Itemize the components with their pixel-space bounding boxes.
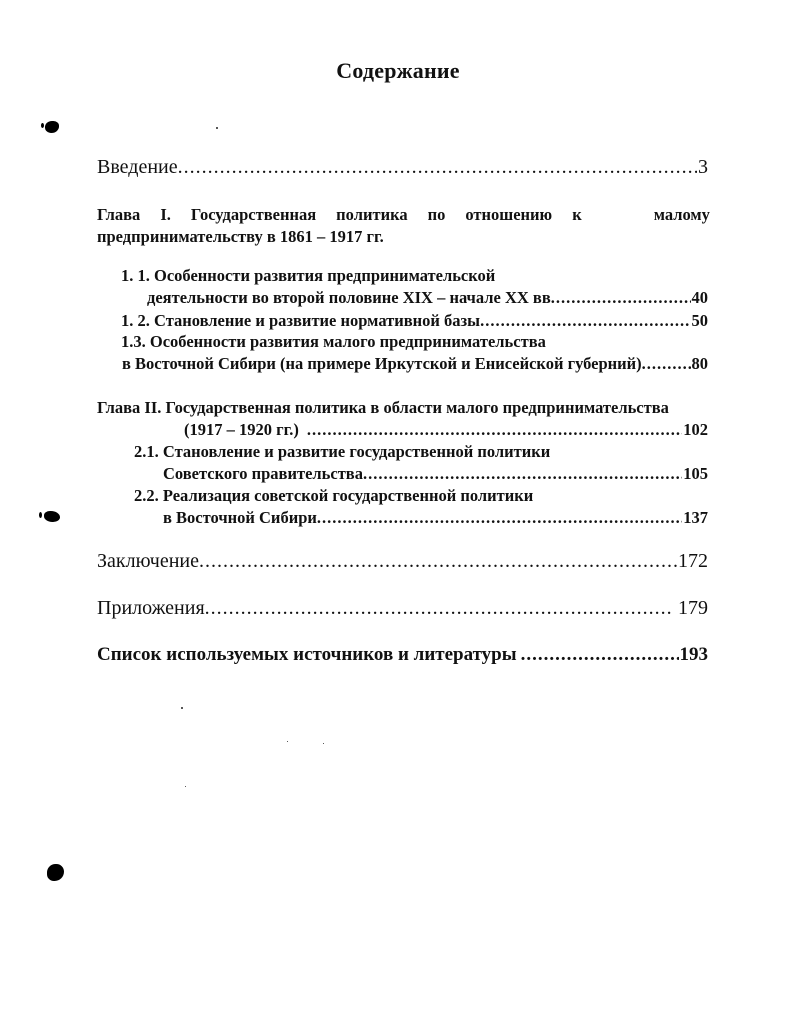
toc-entry-label: в Восточной Сибири (на примере Иркутской и Енисейской губерний)	[122, 354, 642, 373]
toc-entry-page: 172	[678, 550, 708, 572]
toc-entry-section-2-2	[163, 508, 708, 528]
toc-entry-section-1-1	[147, 288, 708, 308]
leader-dots	[307, 420, 682, 440]
scan-speck	[185, 786, 186, 787]
heading-word: малому	[653, 205, 710, 224]
scan-blot	[44, 511, 60, 522]
toc-entry-label: Приложения	[97, 597, 205, 619]
toc-entry-label: Советского правительства	[163, 464, 363, 483]
leader-dots	[363, 464, 682, 484]
chapter-1-heading	[97, 205, 710, 225]
scan-speck	[181, 707, 183, 709]
leader-dots	[521, 644, 679, 666]
chapter-1-heading-line2: предпринимательству в 1861 – 1917 гг.	[97, 227, 384, 246]
section-2-2-line1: 2.2. Реализация советской государственной политики	[134, 486, 534, 505]
heading-word: политика	[336, 205, 408, 224]
heading-word: I.	[160, 205, 171, 224]
toc-entry-label: в Восточной Сибири	[163, 508, 317, 527]
toc-entry-chapter-2	[184, 420, 708, 440]
toc-entry-label: Введение	[97, 156, 178, 178]
section-2-1-line1: 2.1. Становление и развитие государственной политики	[134, 442, 551, 461]
chapter-2-heading: Глава II. Государственная политика в области малого предпринимательства	[97, 398, 669, 417]
toc-entry-page: 102	[683, 420, 708, 439]
toc-entry-label: 1. 2. Становление и развитие нормативной базы	[121, 311, 481, 330]
heading-word: отношению	[465, 205, 553, 224]
toc-entry-bibliography	[97, 644, 708, 666]
leader-dots	[480, 311, 690, 331]
leader-dots	[205, 597, 672, 620]
scan-speck	[216, 127, 218, 129]
leader-dots	[178, 156, 697, 179]
toc-entry-page: 137	[683, 508, 708, 527]
toc-entry-page: 105	[683, 464, 708, 483]
toc-entry-page: 193	[679, 644, 708, 665]
leader-dots	[642, 354, 691, 374]
toc-entry-page: 80	[691, 354, 708, 373]
scan-speck	[323, 743, 324, 744]
scan-speck	[287, 741, 288, 742]
toc-entry-page: 40	[691, 288, 708, 307]
toc-entry-section-2-1	[163, 464, 708, 484]
toc-entry-page: 3	[698, 156, 708, 178]
toc-entry-label: Список используемых источников и литературы	[97, 644, 517, 665]
toc-entry-conclusion	[97, 550, 708, 573]
page-title: Содержание	[336, 58, 460, 83]
toc-entry-intro	[97, 156, 708, 179]
heading-word: по	[427, 205, 446, 224]
heading-word: Глава	[97, 205, 141, 224]
toc-entry-page: 50	[691, 311, 708, 330]
heading-word: Государственная	[190, 205, 317, 224]
toc-entry-page: 179	[678, 597, 708, 619]
toc-entry-label: (1917 – 1920 гг.)	[184, 420, 299, 439]
toc-entry-label: Заключение	[97, 550, 199, 572]
scan-blot	[45, 121, 59, 133]
section-1-1-line1: 1. 1. Особенности развития предпринимательской	[121, 266, 496, 285]
toc-entry-appendices	[97, 597, 708, 620]
leader-dots	[317, 508, 682, 528]
toc-entry-section-1-3	[122, 354, 708, 374]
leader-dots	[551, 288, 691, 308]
scan-blot	[41, 123, 44, 128]
section-1-3-line1: 1.3. Особенности развития малого предпринимательства	[121, 332, 546, 351]
toc-entry-section-1-2	[121, 311, 708, 331]
toc-entry-label: деятельности во второй половине XIX – начале XX вв	[147, 288, 551, 307]
scan-blot	[39, 512, 42, 518]
scan-blot	[47, 864, 64, 881]
leader-dots	[199, 550, 677, 573]
heading-word: к	[572, 205, 582, 224]
